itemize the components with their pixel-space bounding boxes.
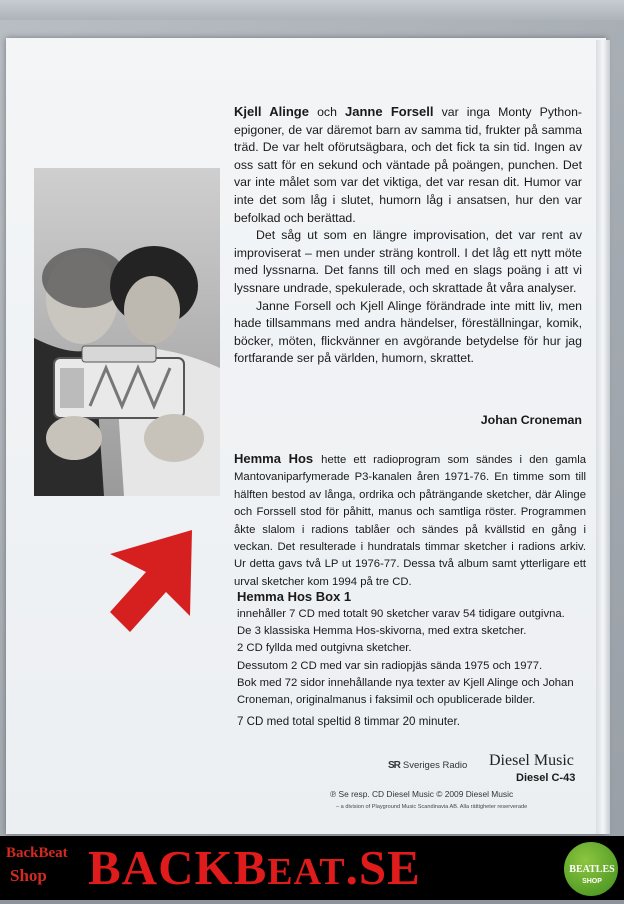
box-line: innehåller 7 CD med totalt 90 sketcher varav 54 tidigare outgivna. (237, 608, 565, 620)
shop-logo-bottom: Shop (10, 866, 47, 885)
red-arrow-icon (96, 520, 220, 644)
total-playtime: 7 CD med total speltid 8 timmar 20 minuter. (237, 715, 460, 728)
sr-mark-icon: SR (388, 760, 400, 771)
box-line: De 3 klassiska Hemma Hos-skivorna, med extra sketcher. (237, 625, 527, 638)
hemma-hos-section (234, 450, 586, 591)
box-contents (237, 606, 589, 709)
shop-logo-top: BackBeat (6, 845, 68, 861)
beatles-shop-logo (564, 842, 620, 896)
intro-paragraph-2: Det såg ut som en längre improvisation, det var rent av improviserat – men under sträng kontroll. I det låg ett nytt möte med lyssnarna. Det fanns till och med en slags poäng i att vi lyssnare undrade, spekulerade, och skrattade åt våra analyser. (234, 228, 582, 295)
diesel-music-logo: Diesel Music (489, 752, 574, 769)
beatles-logo-name: BEATLES (569, 864, 615, 875)
sr-label: Sveriges Radio (402, 760, 468, 771)
backbeat-shop-logo (6, 845, 78, 893)
brand-part: EAT (267, 851, 346, 893)
intro-paragraph-1 (234, 103, 582, 227)
box-line: Bok med 72 sidor innehållande nya texter av Kjell Alinge och Johan (237, 676, 574, 689)
connector: och (317, 105, 337, 119)
name-janne: Janne Forsell (345, 104, 434, 119)
hemma-hos-title: Hemma Hos (234, 451, 314, 466)
case-top-edge (0, 0, 624, 20)
catalog-number: Diesel C-43 (516, 772, 576, 784)
box-line: Croneman, originalmanus i faksimil och opublicerade bilder. (237, 694, 536, 707)
backbeat-brand (88, 836, 421, 900)
division-note: – a division of Playground Music Scandinavia AB. Alla rättigheter reserverade (336, 804, 528, 810)
box-line: 2 CD fyllda med outgivna sketcher. (237, 642, 412, 655)
brand-part: .SE (345, 840, 421, 895)
sveriges-radio-logo (388, 760, 467, 771)
band-photo (34, 168, 220, 496)
box-line: Dessutom 2 CD med var sin radiopjäs sända 1975 och 1977. (237, 659, 543, 672)
intro-text (234, 103, 582, 368)
case-spine-edge (596, 40, 610, 834)
box-title: Hemma Hos Box 1 (237, 589, 352, 604)
signature: Johan Croneman (480, 413, 582, 427)
beatles-logo-shop: SHOP (582, 878, 602, 885)
intro-paragraph-3: Janne Forsell och Kjell Alinge förändrade inte mitt liv, men hade tillsammans med andra händelser, föreställningar, komik, böcker, möten, flickvänner en avgörande betydelse för hur jag fortfarande ser på världen, humorn, skrattet. (234, 298, 582, 366)
hemma-hos-text: hette ett radioprogram som sändes i den gamla Mantovaniparfymerade P3-kanalen åren 1971-76. En timme som till hälften bestod av långa, ordrika och påträngande sketcher, där Alinge och Forssell stod för påhitt, manus och samtliga röster. Programmen åkte slalom i radions tablåer och sändes på kvällstid en gång i veckan. Det resulterade i hundratals timmar sketcher i radions arkiv. Ur detta gavs två LP ut 1976-77. Dessa två album samt ytterligare ett urval sketcher kom 1994 på tre CD. (234, 454, 586, 588)
name-kjell: Kjell Alinge (234, 104, 309, 119)
brand-part: BACK (88, 840, 234, 895)
brand-part: B (233, 840, 268, 895)
intro-p1-text: var inga Monty Python-epigoner, de var däremot barn av samma tid, frukter på samma träd. De var helt oförutsägbara, och det fick ta sin tid. Ingen av oss satt för en sekund och väntade på poängen, punchen. Det var inte målet som var det viktiga, det var resan dit. Humor var inte det som låg i slutet, humorn låg i ansatsen, hur den var befolkad och berättad. (234, 105, 583, 225)
copyright: ℗ Se resp. CD Diesel Music © 2009 Diesel Music (330, 789, 514, 799)
